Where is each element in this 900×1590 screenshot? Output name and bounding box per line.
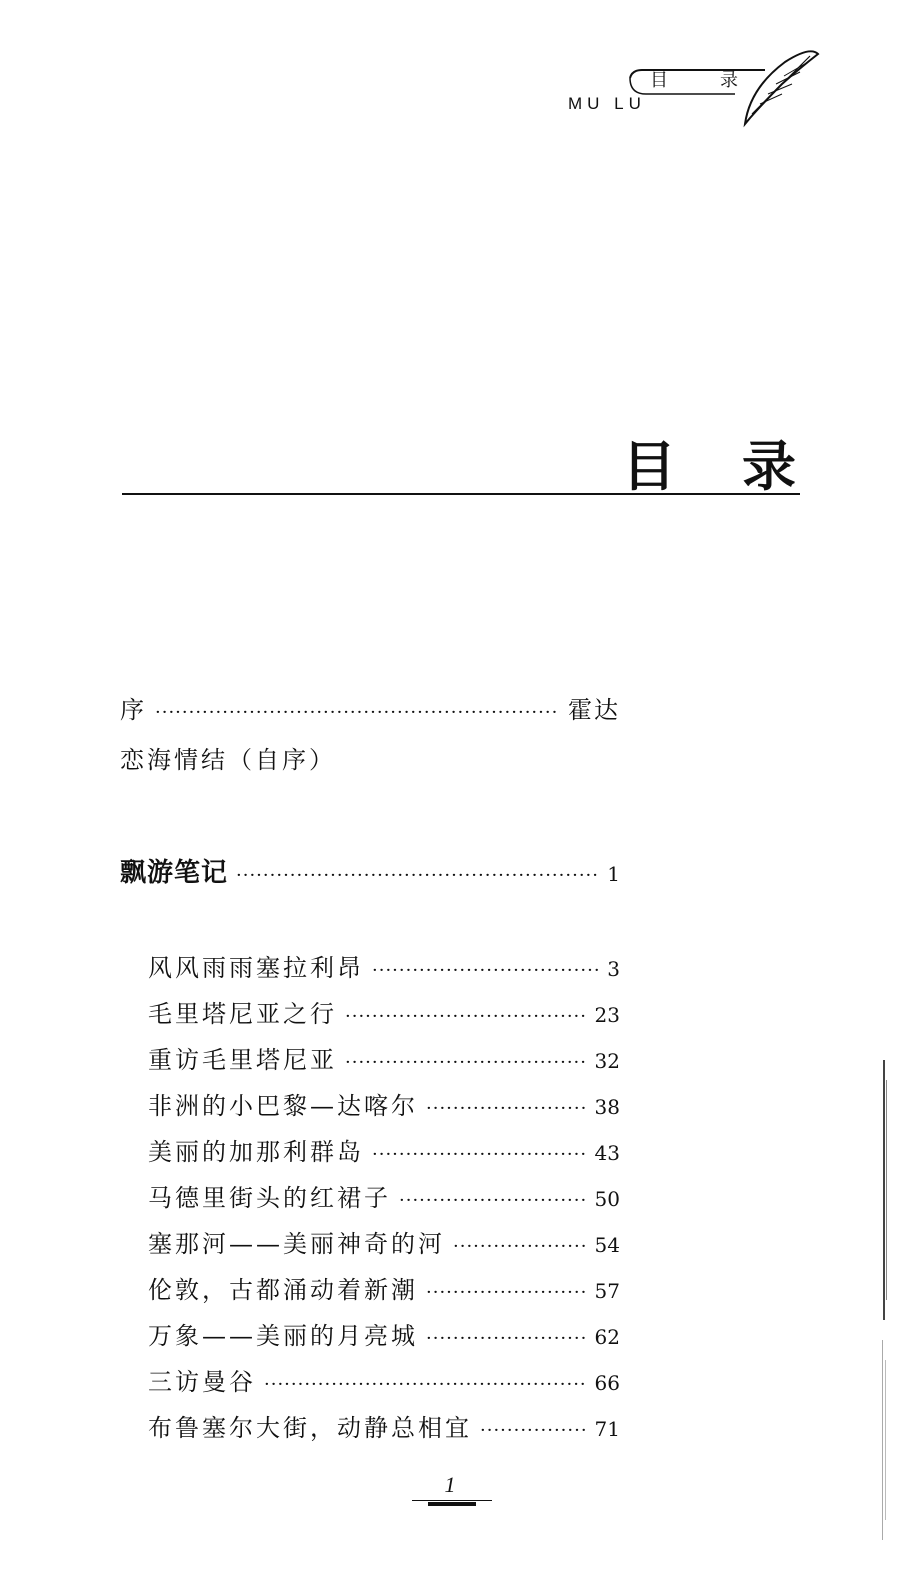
page-title — [622, 432, 812, 502]
dot-leader — [453, 1236, 587, 1257]
page-title-char-1: 目 — [622, 435, 676, 498]
toc-entry-page: 71 — [594, 1417, 620, 1441]
toc-entry — [148, 994, 620, 1029]
toc-chapter — [120, 852, 620, 889]
toc-entry-label: 美丽的加那利群岛 — [148, 1138, 364, 1166]
toc-entry-label: 重访毛里塔尼亚 — [148, 1046, 337, 1074]
dot-leader — [372, 1144, 587, 1165]
dot-leader — [155, 702, 560, 723]
toc-row-label: 序 — [120, 696, 147, 724]
page-number-rule — [412, 1500, 492, 1501]
toc-entry-page: 66 — [594, 1371, 620, 1395]
toc-row-author-preface — [120, 740, 620, 775]
toc-entry — [148, 1316, 620, 1351]
dot-leader — [264, 1374, 587, 1395]
toc-chapter-page: 1 — [607, 862, 620, 886]
toc-entry-page: 57 — [594, 1279, 620, 1303]
toc-entry — [148, 1086, 620, 1121]
toc-entry-label: 伦敦，古都涌动着新潮 — [148, 1276, 418, 1304]
header-tab — [630, 70, 770, 94]
header-tab-char-2: 录 — [720, 70, 738, 91]
toc-entry — [148, 1178, 620, 1213]
toc-entry — [148, 1408, 620, 1443]
toc-entry-page: 50 — [594, 1187, 620, 1211]
toc-entry-page: 23 — [594, 1003, 620, 1027]
toc-row-author: 霍达 — [568, 696, 620, 724]
dot-leader — [345, 1006, 587, 1027]
toc-entry-page: 54 — [594, 1233, 620, 1257]
toc-entry-page: 43 — [594, 1141, 620, 1165]
toc-entry-page: 32 — [594, 1049, 620, 1073]
dot-leader — [345, 1052, 587, 1073]
toc-entry — [148, 948, 620, 983]
toc-entry — [148, 1040, 620, 1075]
toc-entry — [148, 1132, 620, 1167]
toc-entry — [148, 1270, 620, 1305]
dot-leader — [399, 1190, 587, 1211]
page-title-char-2: 录 — [742, 435, 796, 498]
toc-entry-page: 3 — [607, 957, 620, 981]
dot-leader — [426, 1282, 587, 1303]
dot-leader — [426, 1328, 587, 1349]
dot-leader — [372, 960, 599, 981]
header-tab-char-1: 目 — [650, 70, 668, 91]
dot-leader — [480, 1420, 587, 1441]
toc-entry-page: 62 — [594, 1325, 620, 1349]
page-number-bar — [428, 1502, 476, 1506]
toc-entry-label: 风风雨雨塞拉利昂 — [148, 954, 364, 982]
toc-entry-label: 万象——美丽的月亮城 — [148, 1322, 418, 1350]
header-latin-label: MU LU — [568, 94, 646, 113]
toc-chapter-label: 飘游笔记 — [120, 858, 229, 888]
toc-row-label: 恋海情结（自序） — [120, 746, 336, 774]
toc-entry-label: 布鲁塞尔大街，动静总相宜 — [148, 1414, 472, 1442]
scan-edge-artifact — [880, 1040, 890, 1560]
title-rule — [122, 493, 800, 495]
toc-entry-label: 塞那河——美丽神奇的河 — [148, 1230, 445, 1258]
toc-entry-label: 毛里塔尼亚之行 — [148, 1000, 337, 1028]
toc-entry-label: 三访曼谷 — [148, 1368, 256, 1396]
page-number: 1 — [444, 1472, 456, 1497]
dot-leader — [236, 865, 599, 886]
toc-entry-label: 马德里街头的红裙子 — [148, 1184, 391, 1212]
toc-row-preface — [120, 690, 620, 725]
toc-entry — [148, 1362, 620, 1397]
toc-entry-page: 38 — [594, 1095, 620, 1119]
toc-entry-label: 非洲的小巴黎—达喀尔 — [148, 1092, 418, 1120]
toc-entry — [148, 1224, 620, 1259]
dot-leader — [426, 1098, 587, 1119]
